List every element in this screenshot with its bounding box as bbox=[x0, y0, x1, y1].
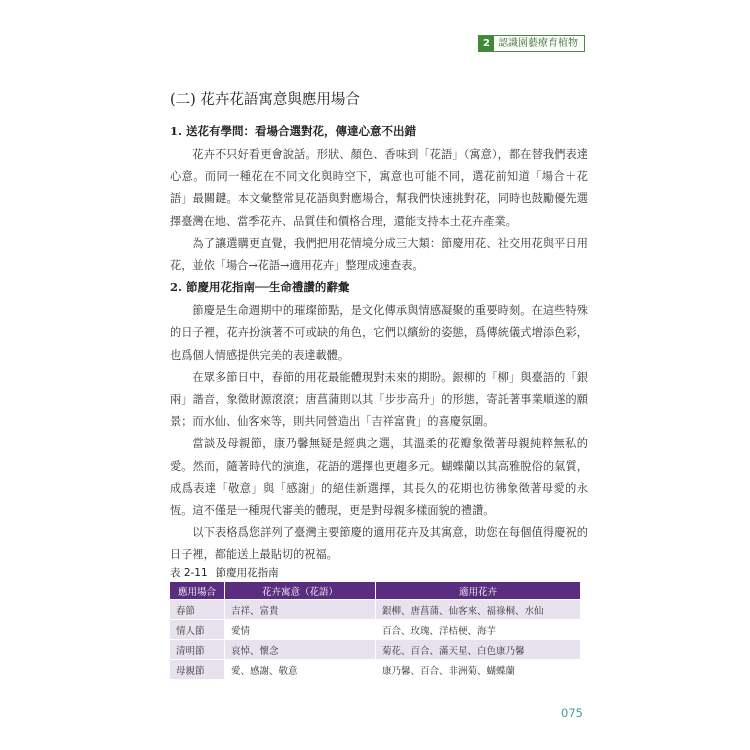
part2-paragraph-2: 在眾多節日中，春節的用花最能體現對未來的期盼。銀柳的「柳」與臺語的「銀兩」諧音，象徵財源滾滾；唐菖蒲則以其「步步高升」的形態，寄託著事業順遂的願景；而水仙、仙客來等，則共同營造出「吉祥富貴」的喜慶氛圍。 bbox=[170, 370, 588, 429]
table-row bbox=[170, 660, 580, 680]
part2-title: 2. 節慶用花指南──生命禮讚的辭彙 bbox=[170, 280, 350, 295]
table-cell-occasion: 清明節 bbox=[170, 640, 225, 660]
table-cell-meaning: 愛情 bbox=[225, 620, 376, 640]
part1-title: 1. 送花有學問：看場合選對花，傳達心意不出錯 bbox=[170, 124, 417, 138]
table-caption bbox=[170, 565, 279, 580]
festival-flower-table bbox=[170, 582, 580, 679]
table-header-meaning: 花卉寓意（花語） bbox=[225, 582, 376, 600]
table-caption-number: 表 2-11 bbox=[170, 567, 208, 579]
chapter-header-tag bbox=[478, 35, 585, 52]
part2-paragraph-1: 節慶是生命週期中的璀璨節點，是文化傳承與情感凝聚的重要時刻。在這些特殊的日子裡，花卉扮演著不可或缺的角色，它們以繽紛的姿態，爲傳統儀式增添色彩，也爲個人情感提供完美的表達載體。 bbox=[170, 304, 588, 362]
table-caption-title: 節慶用花指南 bbox=[215, 567, 279, 579]
part2-paragraph-4: 以下表格爲您詳列了臺灣主要節慶的適用花卉及其寓意，助您在每個值得慶祝的日子裡，都能送上最貼切的祝福。 bbox=[170, 526, 588, 562]
section-title: (二) 花卉花語寓意與應用場合 bbox=[170, 92, 360, 108]
table-row bbox=[170, 620, 580, 640]
table-cell-flowers: 百合、玫瑰、洋桔梗、海芋 bbox=[376, 620, 581, 640]
table-cell-occasion: 情人節 bbox=[170, 620, 225, 640]
table-cell-meaning: 哀悼、懷念 bbox=[225, 640, 376, 660]
part2-paragraph-3: 當談及母親節，康乃馨無疑是經典之選，其溫柔的花瓣象徵著母親純粹無私的愛。然而，隨著時代的演進，花語的選擇也更趨多元。蝴蝶蘭以其高雅脫俗的氣質，成爲表達「敬意」與「感謝」的絕佳新選擇，其長久的花期也彷彿象徵著母愛的永恆。這不僅是一種現代審美的體現，更是對母親多樣面貌的禮讚。 bbox=[170, 437, 588, 518]
table-cell-occasion: 春節 bbox=[170, 600, 225, 620]
table-row bbox=[170, 640, 580, 660]
chapter-number: 2 bbox=[479, 36, 494, 51]
table-header-row bbox=[170, 582, 580, 600]
part1-paragraph-2: 為了讓選購更直覺，我們把用花情境分成三大類：節慶用花、社交用花與平日用花，並依「場合→花語→適用花卉」整理成速查表。 bbox=[170, 236, 588, 273]
table-cell-flowers: 菊花、百合、滿天星、白色康乃馨 bbox=[376, 640, 581, 660]
table-cell-flowers: 康乃馨、百合、非洲菊、蝴蝶蘭 bbox=[376, 660, 581, 680]
chapter-title: 認識園藝療育植物 bbox=[498, 38, 578, 49]
table-cell-flowers: 銀柳、唐菖蒲、仙客來、福祿桐、水仙 bbox=[376, 600, 581, 620]
part1-paragraph-1: 花卉不只好看更會說話。形狀、顏色、香味到「花語」（寓意），都在替我們表達心意。而同一種花在不同文化與時空下，寓意也可能不同，選花前知道「場合＋花語」最關鍵。本文彙整常見花語與對應場合，幫我們快速挑對花，同時也鼓勵優先選擇臺灣在地、當季花卉、品質佳和價格合理，還能支持本土花卉產業。 bbox=[170, 148, 588, 228]
table-row bbox=[170, 600, 580, 620]
table-cell-meaning: 愛、感謝、敬意 bbox=[225, 660, 376, 680]
table-header-flowers: 適用花卉 bbox=[376, 582, 581, 600]
page-content bbox=[170, 88, 588, 567]
table-cell-occasion: 母親節 bbox=[170, 660, 225, 680]
table-header-occasion: 應用場合 bbox=[170, 582, 225, 600]
table-cell-meaning: 吉祥、富貴 bbox=[225, 600, 376, 620]
page-number: 075 bbox=[561, 706, 583, 720]
